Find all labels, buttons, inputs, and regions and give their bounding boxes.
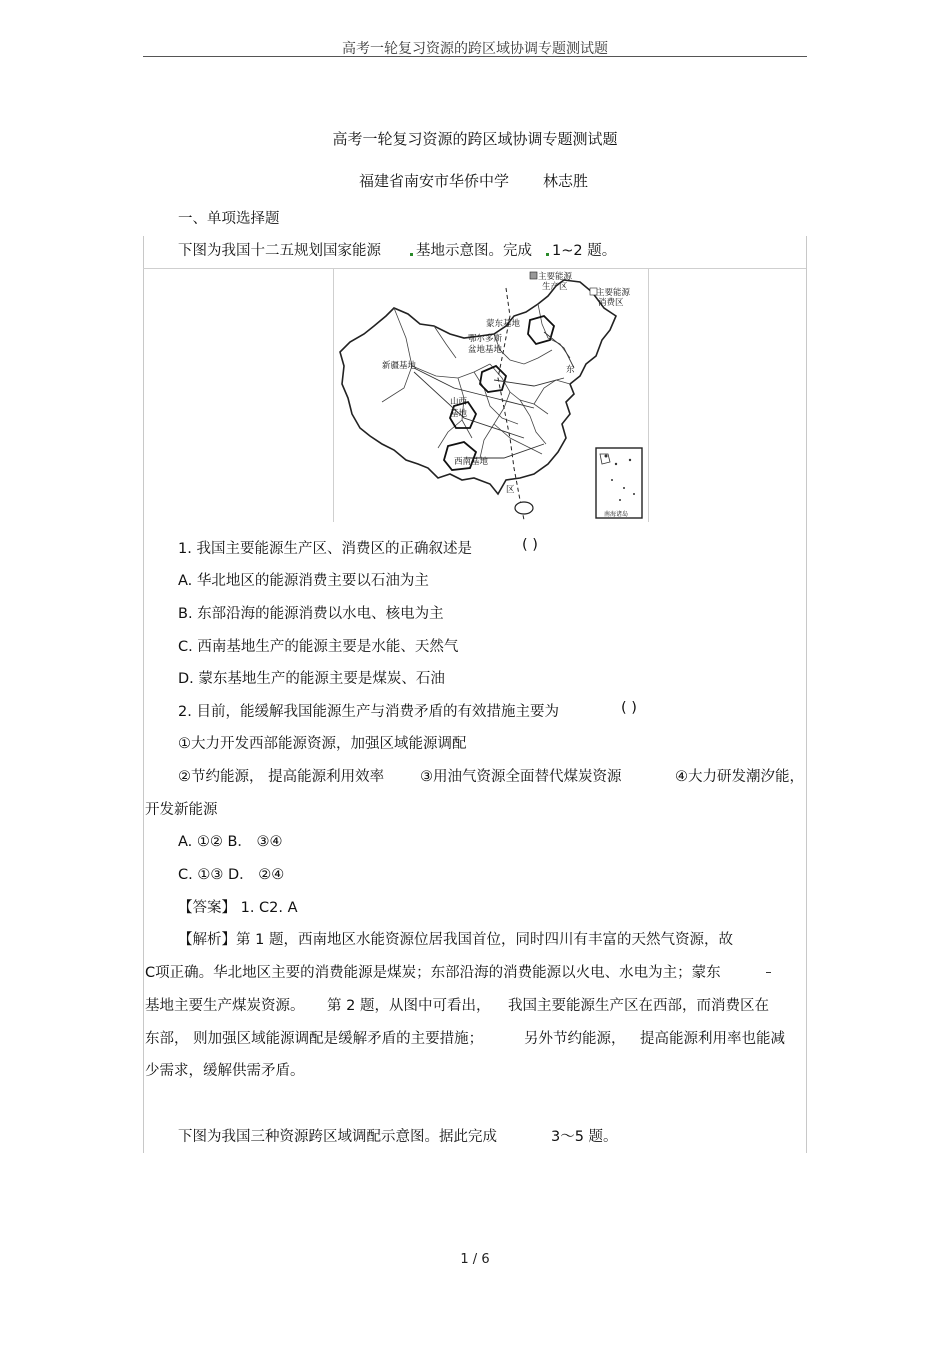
map-label-xinjiang: 新疆基地: [382, 361, 417, 371]
content-border-right: [806, 236, 807, 1153]
map-label-mengdong: 蒙东基地: [486, 319, 521, 329]
q1-option-d: D. 蒙东基地生产的能源主要是煤炭、石油: [178, 671, 445, 687]
analysis-line-4a: 东部， 则加强区域能源调配是缓解矛盾的主要措施；: [145, 1031, 484, 1047]
legend-production-swatch: [530, 272, 537, 279]
map-label-ordos-2: 盆地基地: [468, 345, 503, 355]
q2-answer-bracket: ( ): [621, 700, 637, 716]
intro1-text-b: 基地示意图。完成: [416, 243, 532, 259]
intro1-text-c: 1~2 题。: [552, 243, 617, 259]
q2-item-4: ④大力研发潮汐能，: [675, 769, 804, 785]
legend-production-label-1: 主要能源: [538, 272, 573, 282]
q2-item-4-continued: 开发新能源: [145, 802, 218, 818]
q2-stem: 2. 目前，能缓解我国能源生产与消费矛盾的有效措施主要为: [178, 704, 559, 720]
page-number: 1 / 6: [460, 1252, 490, 1267]
analysis-line-4b: 另外节约能源，: [524, 1031, 626, 1047]
intro1-text-a: 下图为我国十二五规划国家能源: [178, 243, 381, 259]
section-heading: 一、单项选择题: [178, 211, 280, 227]
energy-base-map: [334, 268, 647, 522]
content-border-left: [143, 236, 144, 1153]
analysis-line-1: 【解析】第 1 题，西南地区水能资源位居我国首位，同时四川有丰富的天然气资源，故: [178, 932, 733, 948]
mark-dot: [546, 253, 549, 256]
answer-key: 【答案】 1. C2. A: [178, 900, 298, 916]
q1-option-c: C. 西南基地生产的能源主要是水能、天然气: [178, 639, 459, 655]
q1-answer-bracket: ( ): [522, 537, 538, 553]
map-label-dong: 东: [566, 365, 575, 375]
q2-item-1: ①大力开发西部能源资源，加强区域能源调配: [178, 736, 467, 752]
mark-dot: [410, 253, 413, 256]
analysis-line-5: 少需求，缓解供需矛盾。: [145, 1063, 305, 1079]
analysis-line-4c: 提高能源利用率也能减: [640, 1031, 785, 1047]
running-header: 高考一轮复习资源的跨区域协调专题测试题: [342, 41, 608, 57]
intro2-text-a: 下图为我国三种资源跨区域调配示意图。据此完成: [178, 1129, 497, 1145]
q1-stem: 1. 我国主要能源生产区、消费区的正确叙述是: [178, 541, 472, 557]
province-lines: [382, 304, 570, 458]
ordos-base-outline: [480, 366, 506, 392]
stray-mark: [766, 972, 771, 973]
analysis-line-3c: 我国主要能源生产区在西部，而消费区在: [508, 998, 769, 1014]
south-china-sea-inset: [596, 448, 642, 518]
map-label-shanxi-1: 山西: [450, 397, 468, 407]
header-rule: [143, 56, 807, 57]
author-name: 林志胜: [543, 172, 589, 190]
inset-label: 南海诸岛: [604, 511, 629, 518]
map-label-qu: 区: [506, 485, 515, 495]
legend-production-label-2: 生产区: [542, 282, 568, 292]
q2-options-row2: C. ①③ D． ②④: [178, 867, 285, 883]
q1-option-a: A. 华北地区的能源消费主要以石油为主: [178, 573, 429, 589]
hainan-island: [515, 502, 533, 514]
q2-item-2: ②节约能源， 提高能源利用效率: [178, 769, 385, 785]
q2-options-row1: A. ①② B． ③④: [178, 834, 283, 850]
analysis-line-3b: 第 2 题，从图中可看出，: [327, 998, 491, 1014]
document-title: 高考一轮复习资源的跨区域协调专题测试题: [332, 130, 618, 148]
legend-consumption-label-1: 主要能源: [596, 288, 631, 298]
q2-item-3: ③用油气资源全面替代煤炭资源: [420, 769, 622, 785]
map-label-ordos-1: 鄂尔多斯: [468, 334, 503, 344]
map-label-xinan: 西南基地: [454, 457, 489, 467]
map-label-shanxi-2: 基地: [450, 409, 468, 419]
intro2-text-b: 3～5 题。: [551, 1129, 618, 1145]
analysis-line-2: C项正确。华北地区主要的消费能源是煤炭；东部沿海的消费能源以火电、水电为主；蒙东: [145, 965, 721, 981]
legend-consumption-label-2: 消费区: [598, 298, 624, 308]
q1-option-b: B. 东部沿海的能源消费以水电、核电为主: [178, 606, 444, 622]
author-school: 福建省南安市华侨中学: [359, 172, 510, 190]
analysis-line-3a: 基地主要生产煤炭资源。: [145, 998, 305, 1014]
